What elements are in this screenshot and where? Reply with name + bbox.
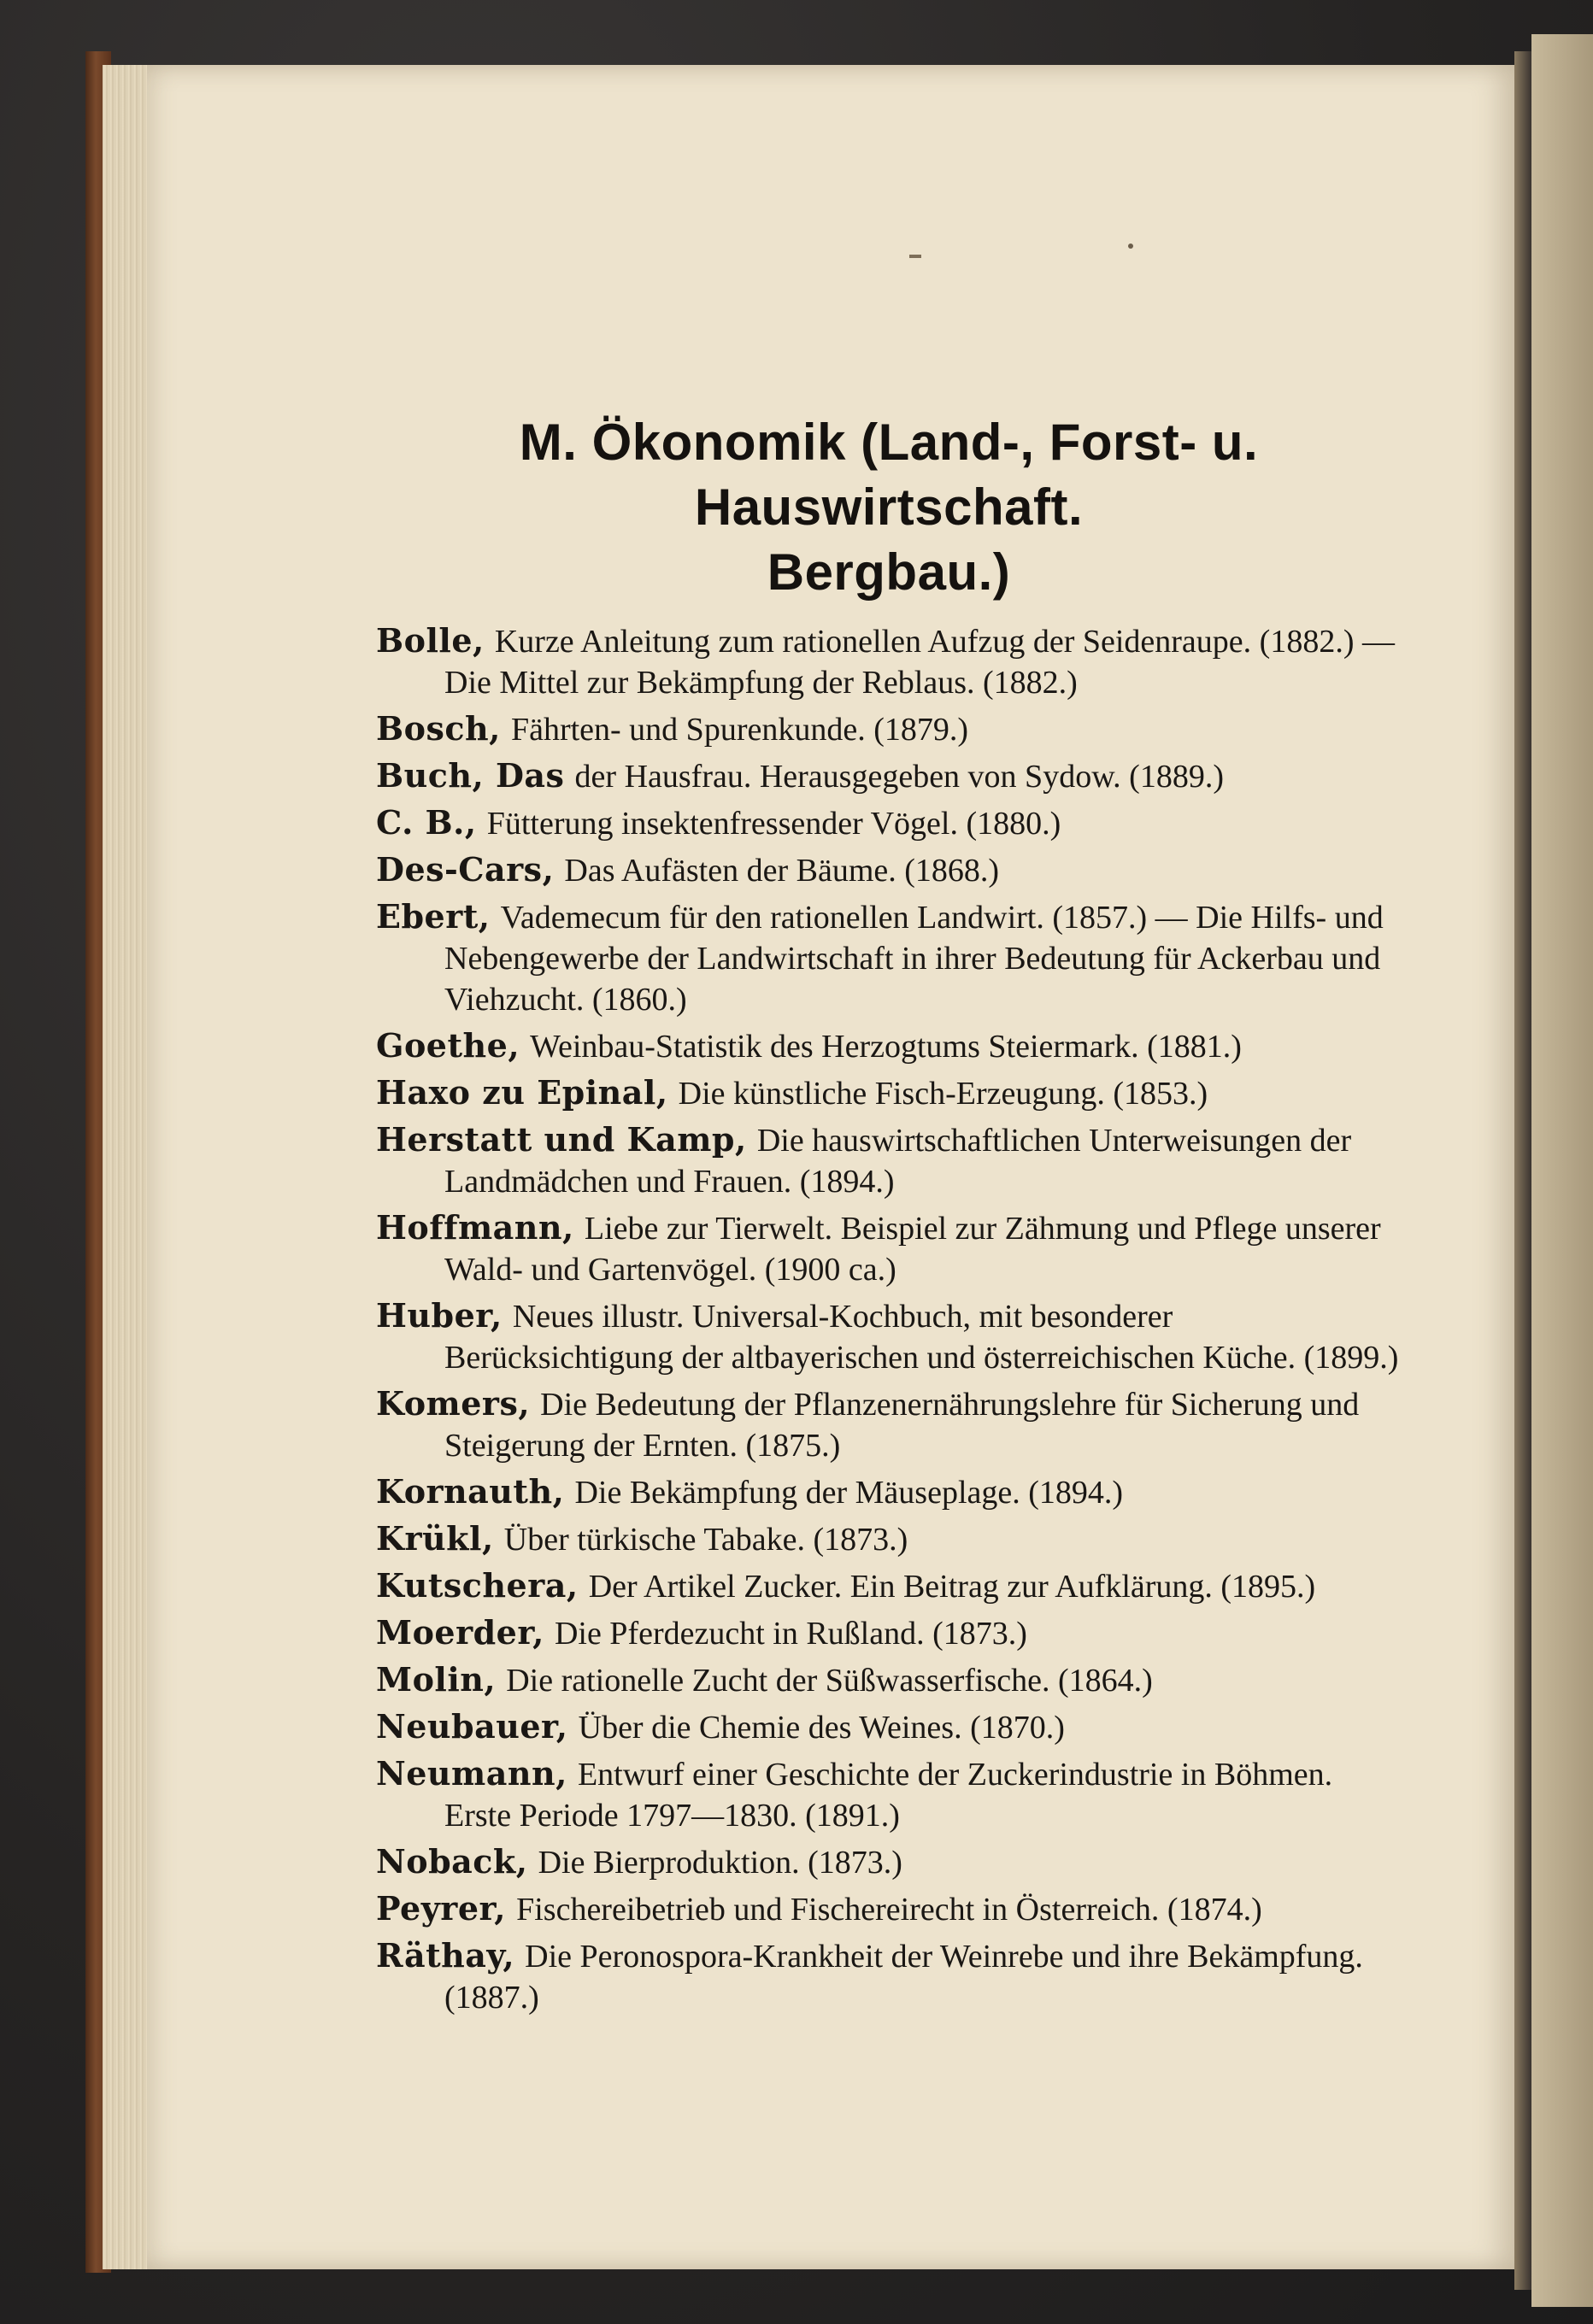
list-item	[376, 1612, 1402, 1654]
section-heading-line1: M. Ökonomik (Land-, Forst- u. Hauswirtschaft.	[519, 414, 1259, 536]
entry-author: Peyrer,	[376, 1889, 506, 1928]
entry-author: Hoffmann,	[376, 1208, 574, 1247]
entry-author: C. B.,	[376, 803, 477, 842]
ink-dot	[1128, 244, 1133, 249]
list-item	[376, 1025, 1402, 1067]
entry-author: Ebert,	[376, 897, 491, 936]
entry-author: Bosch,	[376, 709, 501, 748]
list-item	[376, 1565, 1402, 1607]
ink-mark	[909, 255, 921, 258]
list-item	[376, 849, 1402, 891]
page-stack-edge	[103, 65, 154, 2269]
facing-page-edge	[1531, 34, 1593, 2307]
entry-text: Die Peronospora-Krankheit der Weinrebe und ihre Bekämpfung. (1887.)	[444, 1939, 1363, 2016]
list-item	[376, 1753, 1402, 1836]
entry-author: Kornauth,	[376, 1472, 565, 1511]
entry-author: Krükl,	[376, 1519, 494, 1558]
entry-author: Kutschera,	[376, 1566, 579, 1605]
entry-author: Räthay,	[376, 1936, 515, 1975]
entry-text: Liebe zur Tierwelt. Beispiel zur Zähmung und Pflege unserer Wald- und Gartenvögel. (1900 ca.)	[444, 1211, 1381, 1288]
list-item	[376, 1383, 1402, 1466]
entry-text: Über die Chemie des Weines. (1870.)	[578, 1710, 1065, 1746]
list-item	[376, 1841, 1402, 1883]
entry-text: Die hauswirtschaftlichen Unterweisungen der Landmädchen und Frauen. (1894.)	[444, 1123, 1352, 1200]
entry-text: Die rationelle Zucht der Süßwasserfische. (1864.)	[506, 1663, 1153, 1699]
list-item	[376, 1888, 1402, 1930]
entry-text: Der Artikel Zucker. Ein Beitrag zur Aufklärung. (1895.)	[588, 1569, 1316, 1605]
entry-author: Neubauer,	[376, 1707, 568, 1746]
list-item	[376, 1659, 1402, 1701]
entry-text: Fischereibetrieb und Fischereirecht in Österreich. (1874.)	[516, 1892, 1262, 1928]
entry-text: Die Bedeutung der Pflanzenernährungslehre für Sicherung und Steigerung der Ernten. (1875.)	[444, 1387, 1360, 1464]
list-item	[376, 1295, 1402, 1378]
list-item	[376, 620, 1402, 703]
bibliography-list	[376, 620, 1402, 2018]
list-item	[376, 1207, 1402, 1290]
entry-author: Buch, Das	[376, 756, 565, 795]
entry-author: Molin,	[376, 1660, 497, 1699]
entry-text: der Hausfrau. Herausgegeben von Sydow. (1889.)	[574, 759, 1224, 795]
list-item	[376, 1935, 1402, 2018]
entry-author: Neumann,	[376, 1754, 567, 1793]
list-item	[376, 755, 1402, 797]
list-item	[376, 1471, 1402, 1513]
entry-text: Fährten- und Spurenkunde. (1879.)	[510, 712, 969, 748]
entry-text: Über türkische Tabake. (1873.)	[503, 1522, 908, 1558]
entry-author: Bolle,	[376, 621, 485, 660]
page-content	[376, 410, 1402, 2023]
entry-author: Komers,	[376, 1384, 531, 1423]
entry-author: Moerder,	[376, 1613, 544, 1652]
entry-author: Haxo zu Epinal,	[376, 1073, 668, 1112]
entry-author: Noback,	[376, 1842, 528, 1881]
list-item	[376, 1119, 1402, 1202]
entry-text: Die Bierproduktion. (1873.)	[538, 1845, 902, 1881]
list-item	[376, 1518, 1402, 1560]
list-item	[376, 802, 1402, 844]
list-item	[376, 896, 1402, 1020]
entry-author: Huber,	[376, 1296, 503, 1335]
list-item	[376, 1072, 1402, 1114]
entry-author: Des-Cars,	[376, 850, 555, 889]
entry-text: Die Pferdezucht in Rußland. (1873.)	[554, 1616, 1027, 1652]
gutter-shadow	[1514, 51, 1531, 2290]
entry-text: Kurze Anleitung zum rationellen Aufzug der Seidenraupe. (1882.) — Die Mittel zur Bekämpfung der Reblaus. (1882.)	[444, 624, 1395, 701]
section-heading	[376, 410, 1402, 605]
list-item	[376, 1706, 1402, 1748]
entry-text: Neues illustr. Universal-Kochbuch, mit besonderer Berücksichtigung der altbayerischen und österreichischen Küche. (1899.)	[444, 1299, 1399, 1376]
section-heading-line2: Bergbau.)	[767, 543, 1011, 601]
entry-text: Vademecum für den rationellen Landwirt. (1857.) — Die Hilfs- und Nebengewerbe der Landwirtschaft in ihrer Bedeutung für Ackerbau und Viehzucht. (1860.)	[444, 900, 1384, 1018]
entry-author: Herstatt und Kamp,	[376, 1120, 747, 1159]
entry-text: Das Aufästen der Bäume. (1868.)	[564, 853, 1000, 889]
entry-text: Weinbau-Statistik des Herzogtums Steiermark. (1881.)	[530, 1029, 1242, 1065]
entry-text: Die künstliche Fisch-Erzeugung. (1853.)	[678, 1076, 1208, 1112]
entry-text: Entwurf einer Geschichte der Zuckerindustrie in Böhmen. Erste Periode 1797—1830. (1891.)	[444, 1757, 1333, 1834]
entry-text: Fütterung insektenfressender Vögel. (1880.)	[486, 806, 1061, 842]
entry-text: Die Bekämpfung der Mäuseplage. (1894.)	[574, 1475, 1124, 1511]
list-item	[376, 708, 1402, 750]
entry-author: Goethe,	[376, 1026, 520, 1065]
